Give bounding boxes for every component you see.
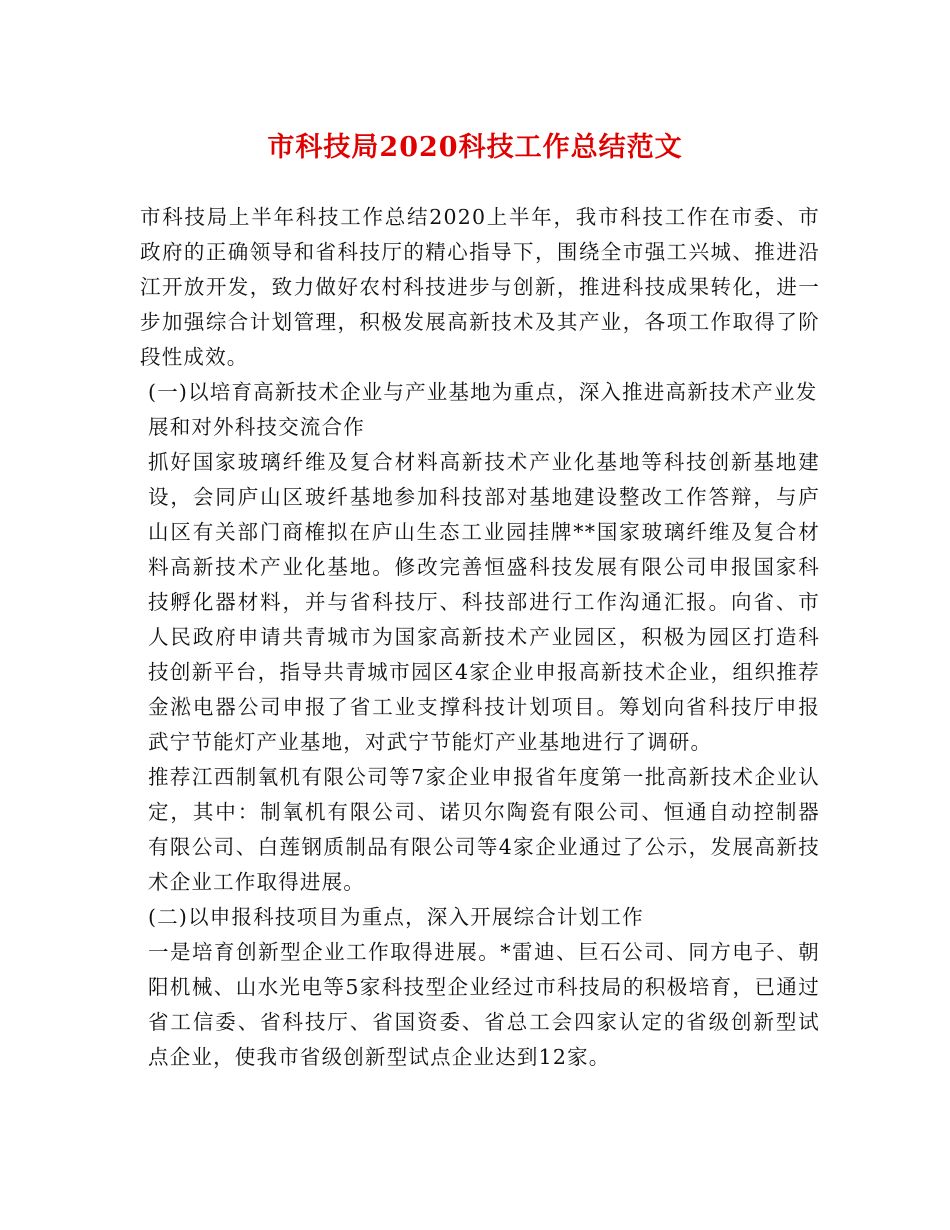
document-title: 市科技局2020科技工作总结范文 [267, 132, 683, 163]
paragraph-innovative-enterprises: 一是培育创新型企业工作取得进展。*雷迪、巨石公司、同方电子、朝阳机械、山水光电等5家科技型企业经过市科技局的积极培育，已通过省工信委、省科技厅、省国资委、省总工会四家认定的省级创新型试点企业，使我市省级创新型试点企业达到12家。 [148, 940, 820, 1069]
document-body [140, 200, 820, 1075]
section-heading-2: (二)以申报科技项目为重点，深入开展综合计划工作 [148, 905, 644, 929]
paragraph-base-construction: 抓好国家玻璃纤维及复合材料高新技术产业化基地等科技创新基地建设，会同庐山区玻纤基地参加科技部对基地建设整改工作答辩，与庐山区有关部门商榷拟在庐山生态工业园挂牌**国家玻璃纤维及复合材料高新技术产业化基地。修改完善恒盛科技发展有限公司申报国家科技孵化器材料，并与省科技厅、科技部进行工作沟通汇报。向省、市人民政府申请共青城市为国家高新技术产业园区，积极为园区打造科技创新平台，指导共青城市园区4家企业申报高新技术企业，组织推荐金淞电器公司申报了省工业支撑科技计划项目。筹划向省科技厅申报武宁节能灯产业基地，对武宁节能灯产业基地进行了调研。 [148, 450, 820, 754]
paragraph-hitech-enterprises: 推荐江西制氧机有限公司等7家企业申报省年度第一批高新技术企业认定，其中：制氧机有限公司、诺贝尔陶瓷有限公司、恒通自动控制器有限公司、白莲钢质制品有限公司等4家企业通过了公示，发展高新技术企业工作取得进展。 [148, 765, 820, 894]
section-heading-1: (一)以培育高新技术企业与产业基地为重点，深入推进高新技术产业发展和对外科技交流合作 [148, 380, 818, 439]
paragraph-intro: 市科技局上半年科技工作总结2020上半年，我市科技工作在市委、市政府的正确领导和省科技厅的精心指导下，围绕全市强工兴城、推进沿江开放开发，致力做好农村科技进步与创新，推进科技成果转化，进一步加强综合计划管理，积极发展高新技术及其产业，各项工作取得了阶段性成效。 [140, 205, 820, 369]
